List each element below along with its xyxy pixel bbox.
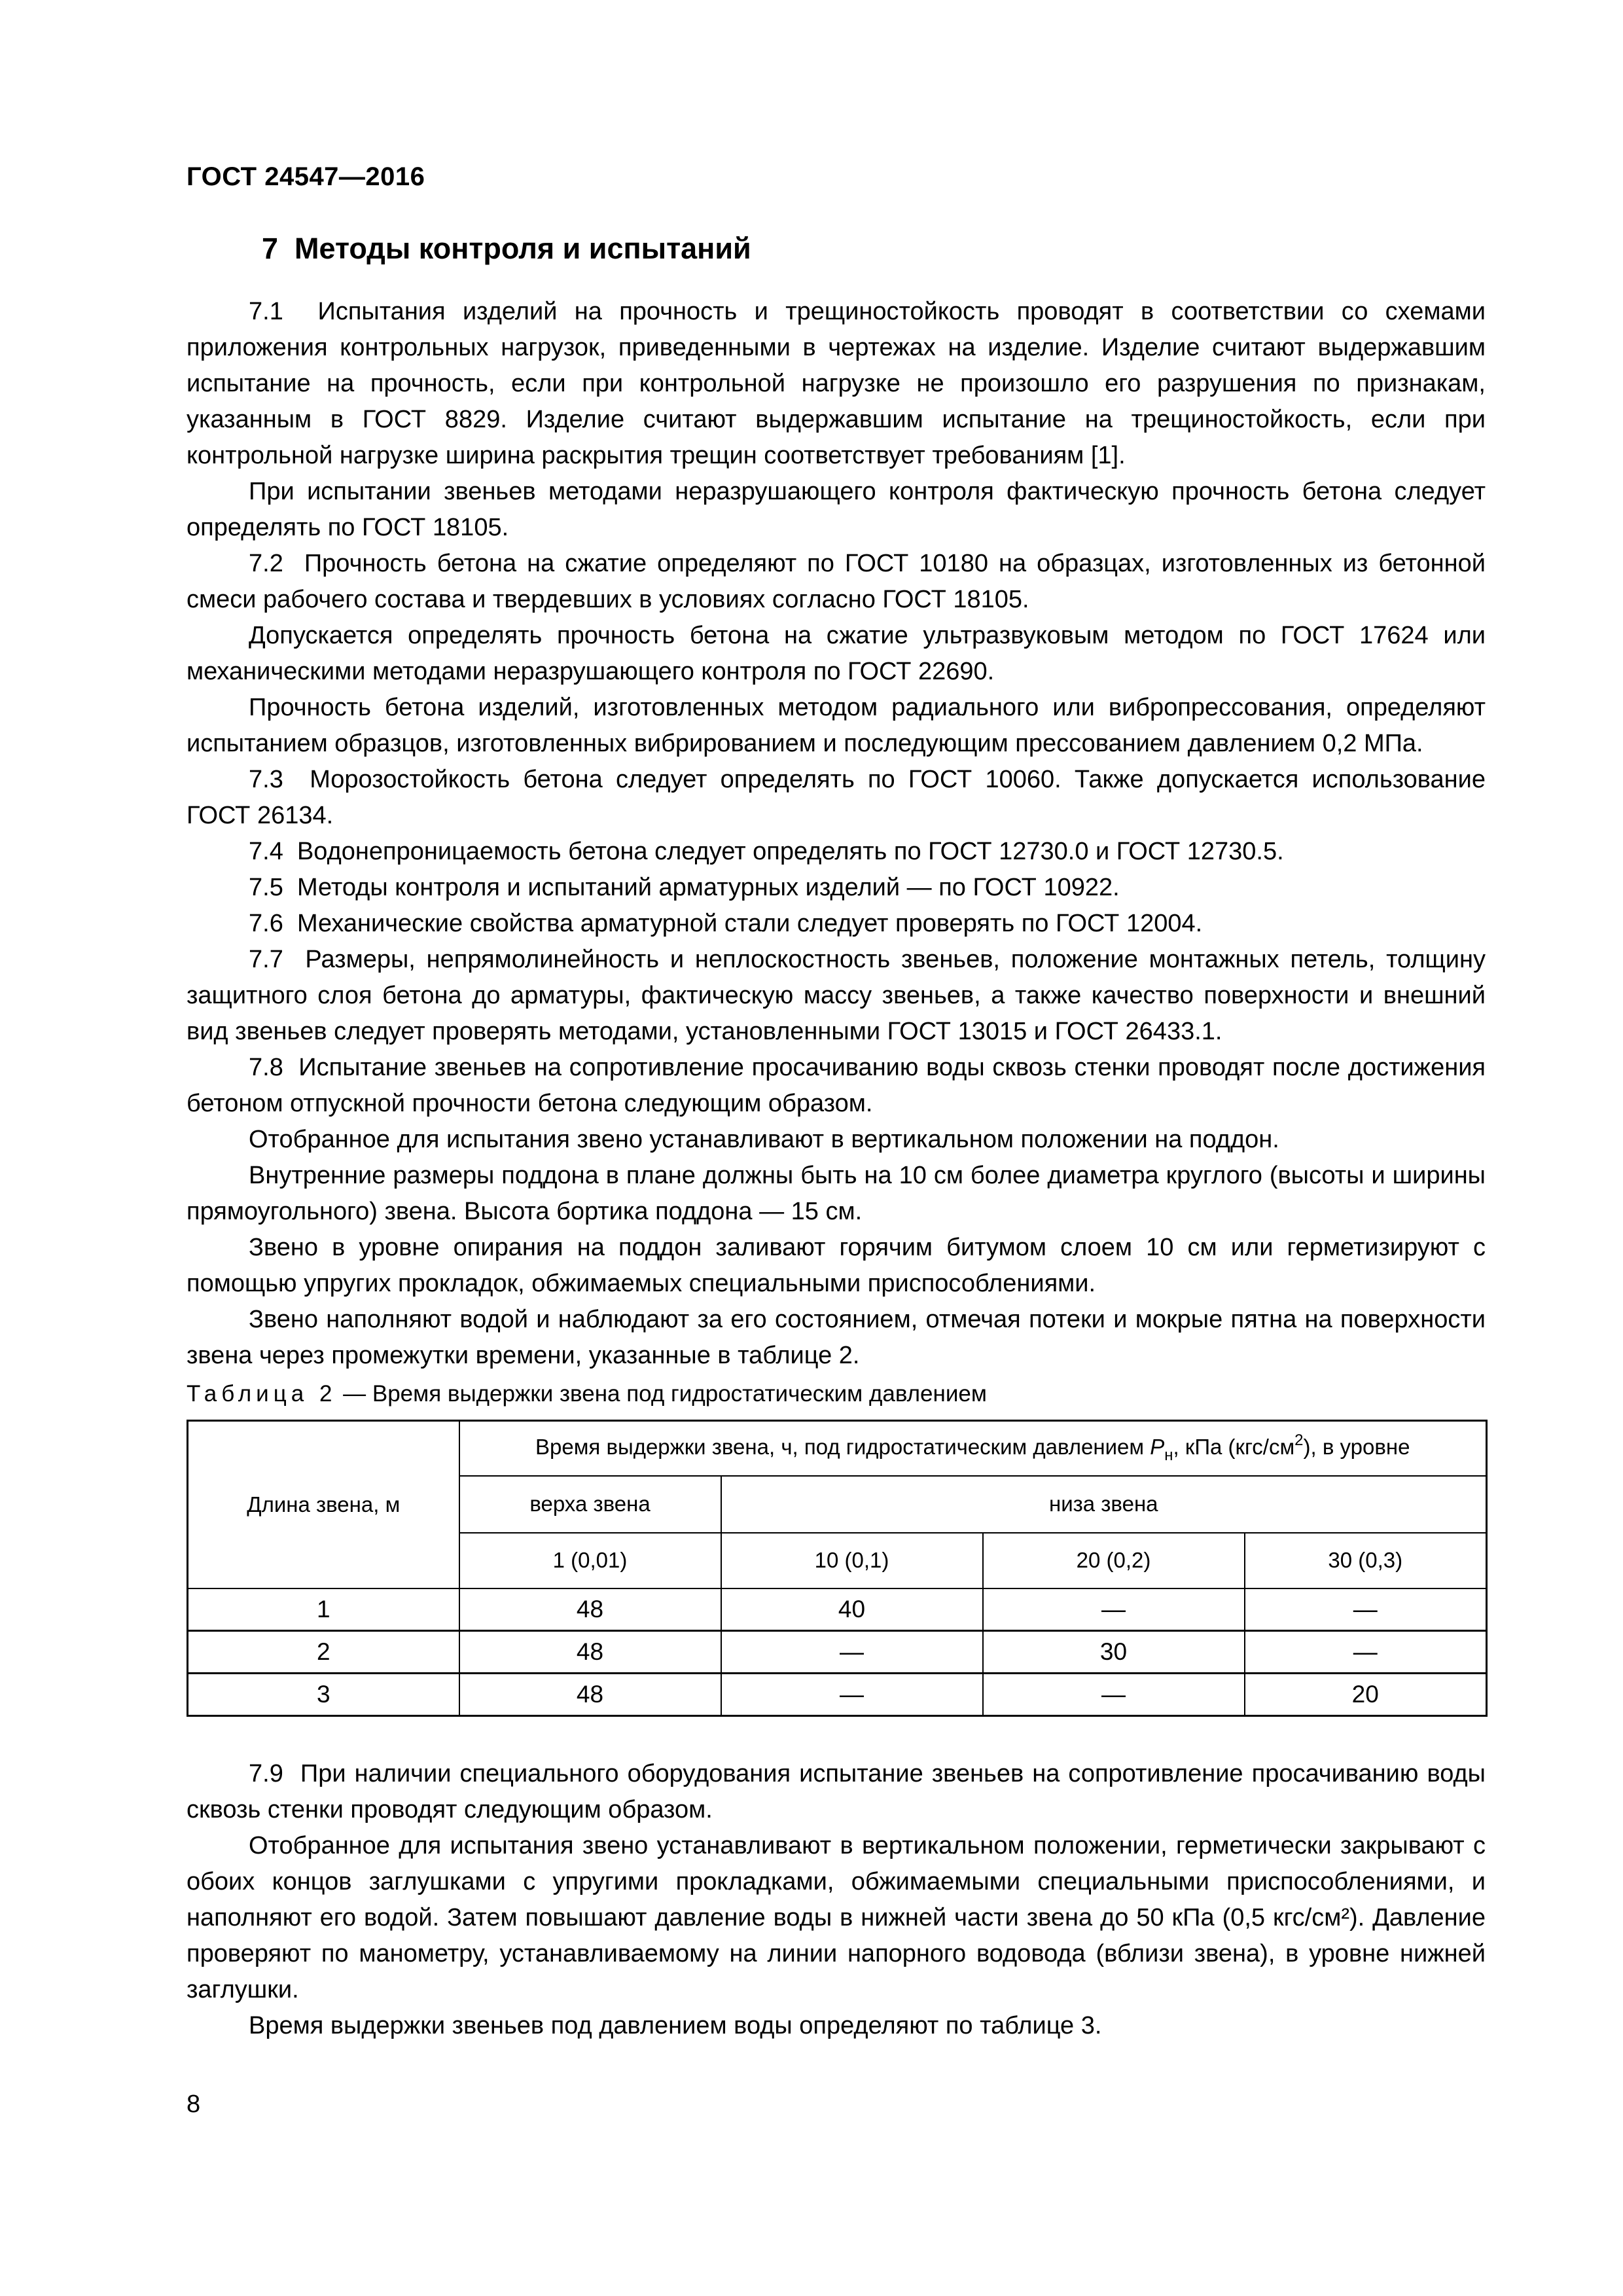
table-cell: 1 <box>188 1588 459 1631</box>
body-text-block <box>187 1756 1486 2044</box>
paragraph: 7.2 Прочность бетона на сжатие определяют по ГОСТ 10180 на образцах, изготовленных из бетонной смеси рабочего состава и твердевших в условиях согласно ГОСТ 18105. <box>187 550 1486 613</box>
table-cell: — <box>721 1631 983 1674</box>
table-header-top-level: верха звена <box>459 1476 721 1533</box>
paragraph: Внутренние размеры поддона в плане должны быть на 10 см более диаметра круглого (высоты и ширины прямоугольного) звена. Высота бортика поддона — 15 см. <box>187 1162 1486 1225</box>
paragraph: 7.6 Механические свойства арматурной стали следует проверять по ГОСТ 12004. <box>249 910 1203 937</box>
pressure-value-header: 20 (0,2) <box>983 1533 1245 1588</box>
table-caption-label: Таблица 2 <box>187 1381 337 1407</box>
paragraph: 7.3 Морозостойкость бетона следует определять по ГОСТ 10060. Также допускается использование ГОСТ 26134. <box>187 766 1486 829</box>
table-caption-text: — Время выдержки звена под гидростатическим давлением <box>336 1381 987 1407</box>
page-content <box>187 0 1486 2119</box>
pressure-value-header: 1 (0,01) <box>459 1533 721 1588</box>
table-cell: 48 <box>459 1631 721 1674</box>
paragraph: Отобранное для испытания звено устанавливают в вертикальном положении на поддон. <box>249 1126 1279 1153</box>
header-span-text: , кПа (кгс/см <box>1173 1435 1295 1460</box>
hold-time-table <box>187 1420 1488 1717</box>
paragraph: 7.1 Испытания изделий на прочность и трещиностойкость проводят в соответствии со схемами приложения контрольных нагрузок, приведенными в чертежах на изделие. Изделие считают выдержавшим испытание на прочность, если при контрольной нагрузке не произошло его разрушения по признакам, указанным в ГОСТ 8829. Изделие считают выдержавшим испытание на трещиностойкость, если при контрольной нагрузке ширина раскрытия трещин соответствует требованиям [1]. <box>187 298 1486 469</box>
table-cell: — <box>1245 1588 1487 1631</box>
table-header-length: Длина звена, м <box>188 1421 459 1588</box>
running-head: ГОСТ 24547—2016 <box>187 162 425 191</box>
paragraph: 7.5 Методы контроля и испытаний арматурных изделий — по ГОСТ 10922. <box>249 874 1120 901</box>
paragraph: 7.8 Испытание звеньев на сопротивление просачиванию воды сквозь стенки проводят после достижения бетоном отпускной прочности бетона следующим образом. <box>187 1054 1486 1117</box>
table-cell: — <box>1245 1631 1487 1674</box>
header-span-text: ), в уровне <box>1303 1435 1410 1460</box>
pressure-unit-superscript: 2 <box>1294 1431 1304 1450</box>
paragraph: 7.4 Водонепроницаемость бетона следует определять по ГОСТ 12730.0 и ГОСТ 12730.5. <box>249 838 1284 865</box>
table-cell: 2 <box>188 1631 459 1674</box>
table-cell: 48 <box>459 1674 721 1716</box>
pressure-value-header: 10 (0,1) <box>721 1533 983 1588</box>
table-cell: 30 <box>983 1631 1245 1674</box>
paragraph: Время выдержки звеньев под давлением воды определяют по таблице 3. <box>249 2012 1102 2039</box>
table-cell: 40 <box>721 1588 983 1631</box>
table-cell: 3 <box>188 1674 459 1716</box>
table-cell: — <box>983 1588 1245 1631</box>
body-text-block <box>187 294 1486 1374</box>
paragraph: 7.7 Размеры, непрямолинейность и неплоскостность звеньев, положение монтажных петель, толщину защитного слоя бетона до арматуры, фактическую массу звеньев, а также качество поверхности и внешний вид звеньев следует проверять методами, установленными ГОСТ 13015 и ГОСТ 26433.1. <box>187 946 1486 1045</box>
table-cell: — <box>721 1674 983 1716</box>
paragraph: При испытании звеньев методами неразрушающего контроля фактическую прочность бетона следует определять по ГОСТ 18105. <box>187 478 1486 541</box>
pressure-value-header: 30 (0,3) <box>1245 1533 1487 1588</box>
paragraph: Прочность бетона изделий, изготовленных методом радиального или вибропрессования, определяют испытанием образцов, изготовленных вибрированием и последующим прессованием давлением 0,2 МПа. <box>187 694 1486 757</box>
table-header-pressure-span <box>459 1421 1487 1476</box>
header-span-text: Время выдержки звена, ч, под гидростатическим давлением <box>535 1435 1150 1460</box>
table-row <box>188 1588 1487 1631</box>
table-row <box>188 1674 1487 1716</box>
paragraph: Звено в уровне опирания на поддон заливают горячим битумом слоем 10 см или герметизируют с помощью упругих прокладок, обжимаемых специальными приспособлениями. <box>187 1234 1486 1297</box>
paragraph: Звено наполняют водой и наблюдают за его состоянием, отмечая потеки и мокрые пятна на поверхности звена через промежутки времени, указанные в таблице 2. <box>187 1306 1486 1369</box>
table-cell: — <box>983 1674 1245 1716</box>
pressure-symbol: Р <box>1150 1435 1165 1460</box>
page-number: 8 <box>187 2090 201 2118</box>
table-caption <box>187 1380 1486 1408</box>
section-heading: 7 Методы контроля и испытаний <box>262 232 751 265</box>
table-header-bottom-level: низа звена <box>721 1476 1487 1533</box>
table-row <box>188 1631 1487 1674</box>
paragraph: 7.9 При наличии специального оборудования испытание звеньев на сопротивление просачиванию воды сквозь стенки проводят следующим образом. <box>187 1760 1486 1823</box>
table-cell: 48 <box>459 1588 721 1631</box>
table-cell: 20 <box>1245 1674 1487 1716</box>
pressure-symbol-subscript: н <box>1164 1446 1173 1465</box>
paragraph: Отобранное для испытания звено устанавливают в вертикальном положении, герметически закрывают с обоих концов заглушками с упругими прокладками, обжимаемыми специальными приспособлениями, и наполняют его водой. Затем повышают давление воды в нижней части звена до 50 кПа (0,5 кгс/см²). Давление проверяют по манометру, устанавливаемому на линии напорного водовода (вблизи звена), в уровне нижней заглушки. <box>187 1832 1486 2003</box>
paragraph: Допускается определять прочность бетона на сжатие ультразвуковым методом по ГОСТ 17624 или механическими методами неразрушающего контроля по ГОСТ 22690. <box>187 622 1486 685</box>
